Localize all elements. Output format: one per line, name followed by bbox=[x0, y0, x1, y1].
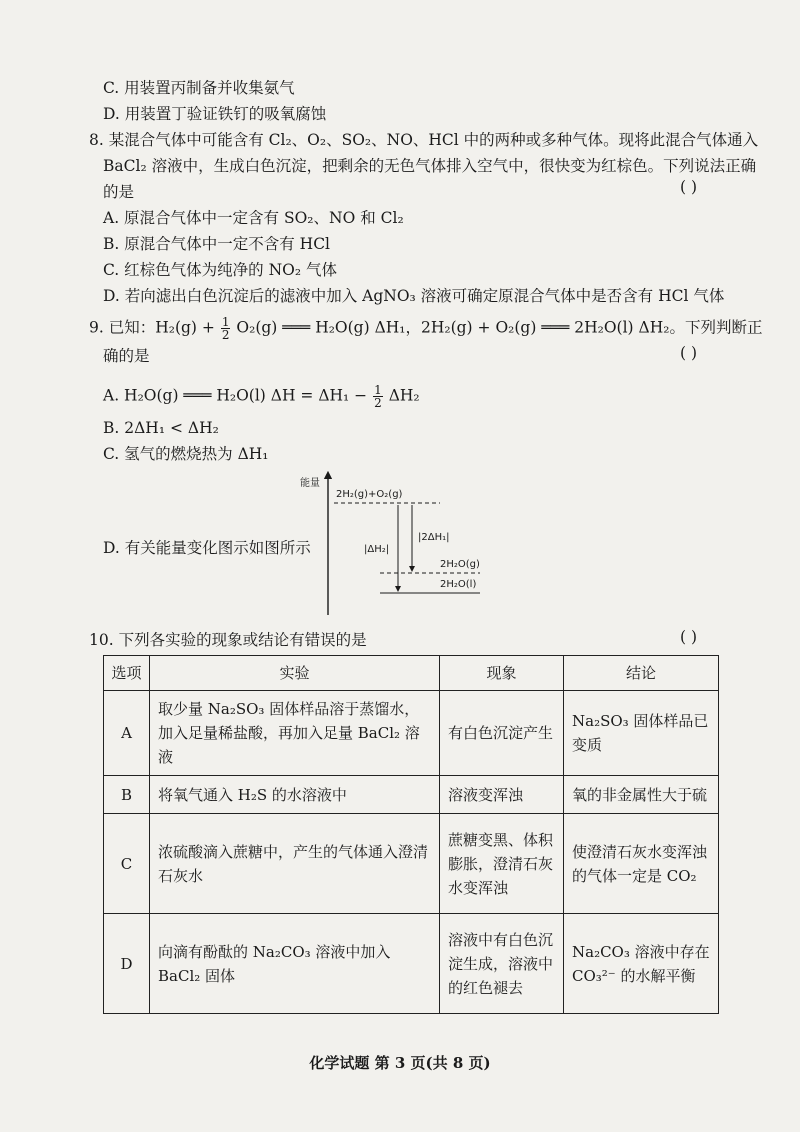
q9-stem-line2: 确的是 bbox=[103, 347, 150, 365]
row-key: C bbox=[104, 814, 150, 914]
row-phenomenon: 有白色沉淀产生 bbox=[440, 691, 564, 776]
q9-frac-num: 1 bbox=[221, 315, 230, 329]
table-header-row bbox=[104, 656, 719, 691]
q8-option-c: C. 红棕色气体为纯净的 NO₂ 气体 bbox=[103, 261, 337, 279]
table-row bbox=[104, 914, 719, 1014]
row-conclusion: 使澄清石灰水变浑浊的气体一定是 CO₂ bbox=[564, 814, 719, 914]
q9-option-b: B. 2ΔH₁ < ΔH₂ bbox=[103, 419, 219, 437]
q9-fraction bbox=[221, 316, 231, 341]
q9-stem-pre: 9. 已知：H₂(g) + bbox=[89, 318, 215, 337]
row-experiment: 将氧气通入 H₂S 的水溶液中 bbox=[150, 776, 440, 814]
row-key: B bbox=[104, 776, 150, 814]
q8-stem-line3: 的是 bbox=[103, 183, 135, 201]
energy-axis-label: 能量 bbox=[300, 478, 320, 489]
q7-option-c: C. 用装置丙制备并收集氨气 bbox=[103, 79, 295, 97]
dh2-label: |ΔH₂| bbox=[364, 544, 390, 555]
header-phenomenon: 现象 bbox=[440, 656, 564, 691]
row-key: D bbox=[104, 914, 150, 1014]
row-conclusion: Na₂SO₃ 固体样品已变质 bbox=[564, 691, 719, 776]
dh1-label: |2ΔH₁| bbox=[418, 532, 450, 543]
q10-table bbox=[103, 655, 719, 1014]
row-conclusion: 氧的非金属性大于硫 bbox=[564, 776, 719, 814]
row-key: A bbox=[104, 691, 150, 776]
level-mid-label: 2H₂O(g) bbox=[440, 559, 480, 570]
level-top-label: 2H₂(g)+O₂(g) bbox=[336, 489, 403, 500]
q9-option-a-frac-num: 1 bbox=[374, 383, 382, 397]
q9-option-c: C. 氢气的燃烧热为 ΔH₁ bbox=[103, 445, 269, 463]
row-experiment: 浓硫酸滴入蔗糖中，产生的气体通入澄清石灰水 bbox=[150, 814, 440, 914]
q10-stem: 10. 下列各实验的现象或结论有错误的是 bbox=[89, 631, 367, 649]
q9-option-a-frac-den: 2 bbox=[374, 396, 382, 410]
row-experiment: 取少量 Na₂SO₃ 固体样品溶于蒸馏水，加入足量稀盐酸，再加入足量 BaCl₂ 溶液 bbox=[150, 691, 440, 776]
q10-answer-paren: ( ) bbox=[680, 628, 698, 646]
energy-level-diagram bbox=[300, 470, 500, 620]
header-conclusion: 结论 bbox=[564, 656, 719, 691]
q8-stem-line1: 8. 某混合气体中可能含有 Cl₂、O₂、SO₂、NO、HCl 中的两种或多种气体。现将此混合气体通入 bbox=[89, 131, 759, 149]
q9-stem-post: O₂(g) ═══ H₂O(g) ΔH₁，2H₂(g) + O₂(g) ═══ 2H₂O(l) ΔH₂。下列判断正 bbox=[236, 318, 763, 337]
q9-stem-line1 bbox=[89, 316, 762, 341]
table-row bbox=[104, 814, 719, 914]
row-phenomenon: 溶液变浑浊 bbox=[440, 776, 564, 814]
row-phenomenon: 蔗糖变黑、体积膨胀，澄清石灰水变浑浊 bbox=[440, 814, 564, 914]
table-row bbox=[104, 691, 719, 776]
q8-option-b: B. 原混合气体中一定不含有 HCl bbox=[103, 235, 331, 253]
q9-option-d: D. 有关能量变化图示如图所示 bbox=[103, 539, 311, 557]
q8-stem-line2: BaCl₂ 溶液中，生成白色沉淀，把剩余的无色气体排入空气中，很快变为红棕色。下列说法正确 bbox=[103, 157, 757, 175]
q9-option-a-fraction bbox=[373, 384, 383, 409]
page-footer: 化学试题 第 3 页(共 8 页) bbox=[309, 1054, 491, 1072]
level-low-label: 2H₂O(l) bbox=[440, 579, 477, 590]
q9-option-a-pre: A. H₂O(g) ═══ H₂O(l) ΔH = ΔH₁ − bbox=[103, 386, 368, 405]
q8-option-a: A. 原混合气体中一定含有 SO₂、NO 和 Cl₂ bbox=[103, 209, 404, 227]
row-experiment: 向滴有酚酞的 Na₂CO₃ 溶液中加入 BaCl₂ 固体 bbox=[150, 914, 440, 1014]
header-experiment: 实验 bbox=[150, 656, 440, 691]
header-option: 选项 bbox=[104, 656, 150, 691]
q9-option-a-post: ΔH₂ bbox=[388, 386, 420, 405]
q8-answer-paren: ( ) bbox=[680, 178, 698, 196]
q9-frac-den: 2 bbox=[221, 328, 230, 342]
q9-answer-paren: ( ) bbox=[680, 344, 698, 362]
table-row bbox=[104, 776, 719, 814]
row-phenomenon: 溶液中有白色沉淀生成，溶液中的红色褪去 bbox=[440, 914, 564, 1014]
q7-option-d: D. 用装置丁验证铁钉的吸氧腐蚀 bbox=[103, 105, 327, 123]
q9-option-a bbox=[103, 384, 420, 409]
q8-option-d: D. 若向滤出白色沉淀后的滤液中加入 AgNO₃ 溶液可确定原混合气体中是否含有 HCl 气体 bbox=[103, 287, 725, 305]
row-conclusion: Na₂CO₃ 溶液中存在 CO₃²⁻ 的水解平衡 bbox=[564, 914, 719, 1014]
